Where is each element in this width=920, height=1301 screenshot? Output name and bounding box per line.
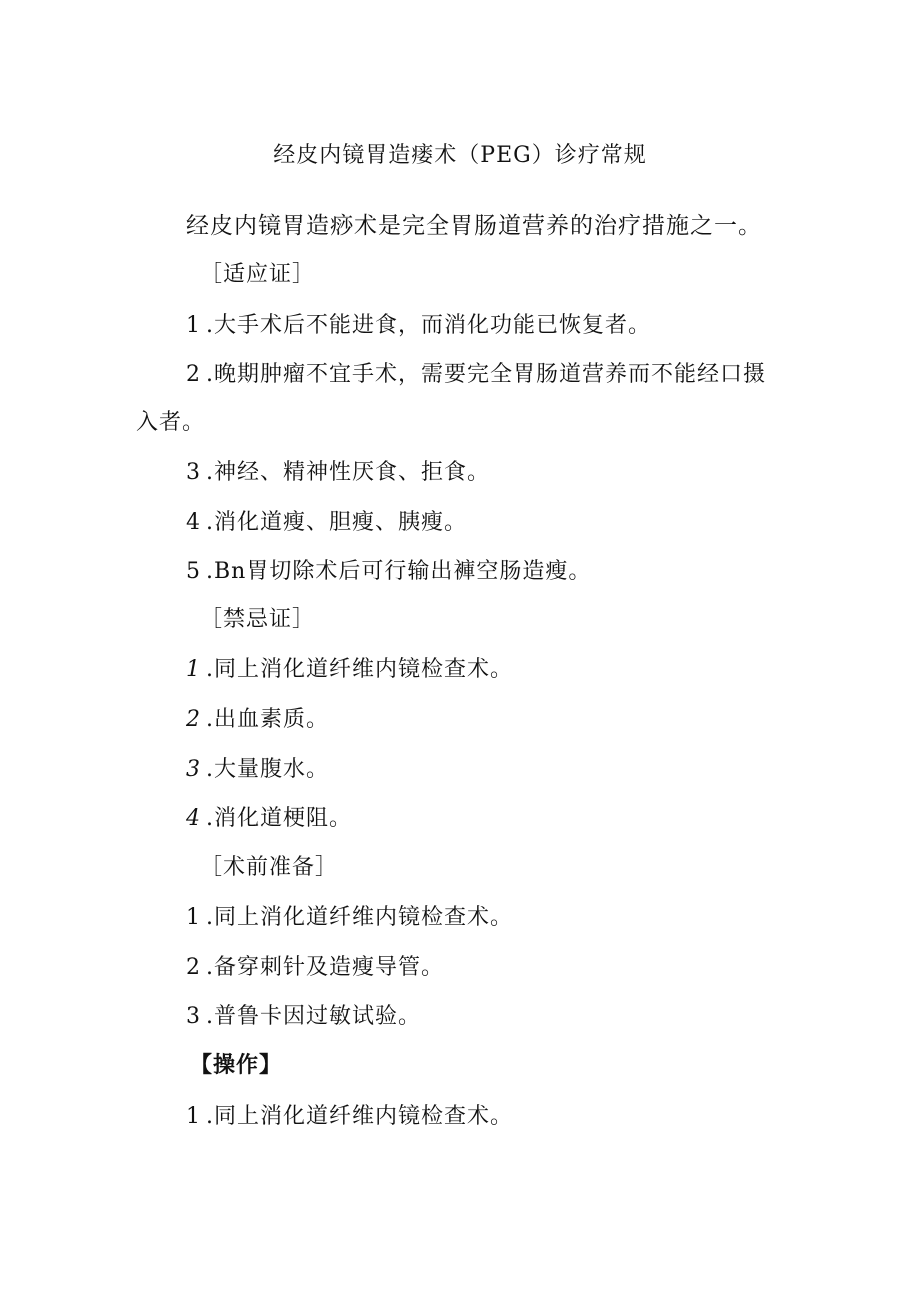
indication-item-2-continuation: 入者。 (136, 410, 206, 435)
intro-paragraph: 经皮内镜胃造痧术是完全胃肠道营养的治疗措施之一。 (186, 213, 762, 239)
item-text: .同上消化道纤维内镜检查术。 (206, 905, 513, 930)
preparation-item-1 (186, 900, 513, 931)
operation-item-1 (186, 1099, 513, 1130)
contraindication-item-3 (186, 752, 329, 783)
item-text: .同上消化道纤维内镜检查术。 (206, 1104, 513, 1129)
contraindications-heading: ［禁忌证］ (200, 607, 316, 632)
item-number: 1 (186, 905, 201, 930)
indication-item-4 (186, 505, 467, 536)
operation-heading: 【操作】 (190, 1052, 283, 1078)
item-text: .备穿刺针及造瘦导管。 (206, 955, 444, 980)
item-text: .同上消化道纤维内镜检查术。 (206, 657, 513, 682)
item-text: .神经、精神性厌食、拒食。 (206, 460, 490, 485)
contraindication-item-2 (186, 702, 329, 733)
contraindication-item-4 (186, 801, 352, 832)
item-number: 1 (186, 1104, 201, 1129)
item-number: 3 (186, 460, 201, 485)
indication-item-1 (186, 308, 651, 339)
item-number: 1 (186, 313, 201, 338)
item-text: .普鲁卡因过敏试验。 (206, 1004, 421, 1029)
item-text: .消化道瘦、胆瘦、胰瘦。 (206, 510, 467, 535)
item-number: 4 (186, 806, 201, 831)
contraindication-item-1 (186, 652, 513, 683)
item-number: 1 (186, 657, 201, 682)
item-number: 2 (186, 362, 201, 387)
item-number: 5 (186, 559, 201, 584)
item-text: .消化道梗阻。 (206, 806, 352, 831)
item-text: .出血素质。 (206, 707, 329, 732)
preparation-item-3 (186, 999, 421, 1030)
item-text: .Bn胃切除术后可行输出褲空肠造瘦。 (206, 559, 592, 584)
indication-item-3 (186, 455, 490, 486)
indications-heading: ［适应证］ (200, 262, 316, 287)
item-number: 4 (186, 510, 201, 535)
item-text: .大手术后不能进食，而消化功能已恢复者。 (206, 313, 651, 338)
item-text: .晚期肿瘤不宜手术，需要完全胃肠道营养而不能经口摄 (206, 362, 766, 387)
preparation-heading: ［术前准备］ (200, 855, 339, 880)
preparation-item-2 (186, 950, 444, 981)
item-text: .大量腹水。 (206, 757, 329, 782)
indication-item-2 (186, 357, 766, 388)
item-number: 2 (186, 955, 201, 980)
item-number: 2 (186, 707, 201, 732)
item-number: 3 (186, 1004, 201, 1029)
document-title: 经皮内镜胃造瘘术（PEG）诊疗常规 (273, 143, 647, 168)
indication-item-5 (186, 554, 591, 585)
item-number: 3 (186, 757, 201, 782)
